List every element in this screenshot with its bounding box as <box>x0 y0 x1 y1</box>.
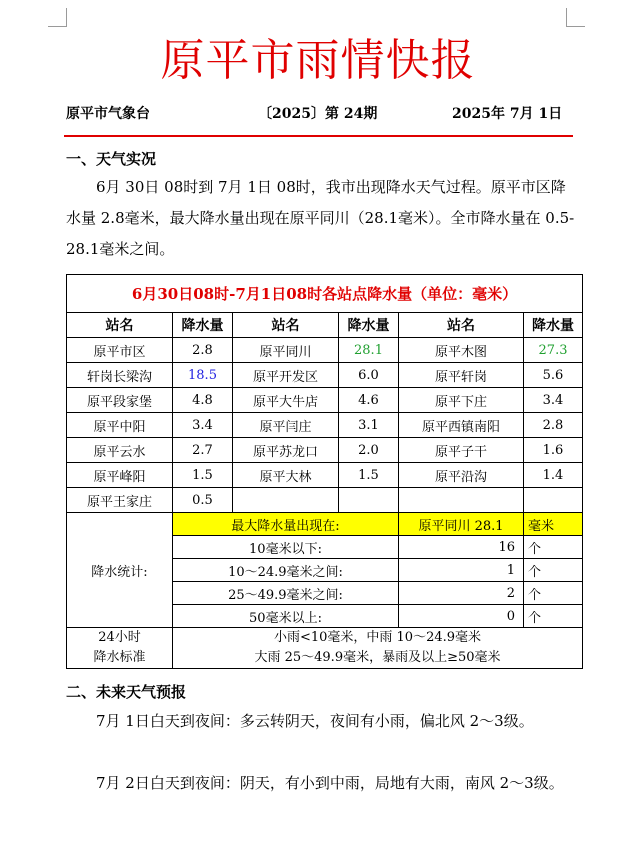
station-name: 原平峰阳 <box>67 463 173 488</box>
table-header-row <box>67 313 583 338</box>
stats-item-value: 原平同川 28.1 <box>399 513 524 536</box>
column-header: 站名 <box>67 313 173 338</box>
forecast-day2: 7月 2日白天到夜间：阴天，有小到中雨，局地有大雨，南风 2～3级。 <box>96 774 564 792</box>
station-name: 原平中阳 <box>67 413 173 438</box>
header-divider <box>64 135 573 137</box>
stats-item-label: 25～49.9毫米之间: <box>173 582 399 605</box>
rainfall-value: 1.6 <box>524 438 583 463</box>
section2-heading: 二、未来天气预报 <box>66 683 187 701</box>
station-name: 原平闫庄 <box>233 413 339 438</box>
table-row <box>67 388 583 413</box>
empty-cell <box>399 488 524 513</box>
stats-label: 降水统计: <box>67 513 173 628</box>
table-caption: 6月30日08时-7月1日08时各站点降水量（单位：毫米） <box>67 275 583 313</box>
column-header: 降水量 <box>524 313 583 338</box>
station-name: 原平大牛店 <box>233 388 339 413</box>
page-corner-mark-right <box>566 8 585 27</box>
stats-item-value: 1 <box>399 559 524 582</box>
standard-row <box>67 628 583 669</box>
stats-item-unit: 个 <box>524 536 583 559</box>
standard-text <box>173 628 583 669</box>
stats-item-label: 10～24.9毫米之间: <box>173 559 399 582</box>
station-name: 原平王家庄 <box>67 488 173 513</box>
page-corner-mark-left <box>48 8 67 27</box>
rainfall-value: 1.5 <box>173 463 233 488</box>
rainfall-value: 1.4 <box>524 463 583 488</box>
rainfall-value: 3.1 <box>339 413 399 438</box>
column-header: 站名 <box>399 313 524 338</box>
station-name: 原平子干 <box>399 438 524 463</box>
station-name: 原平同川 <box>233 338 339 363</box>
standard-label-line2: 降水标准 <box>93 650 146 665</box>
column-header: 站名 <box>233 313 339 338</box>
stats-item-label: 10毫米以下: <box>173 536 399 559</box>
table-row <box>67 363 583 388</box>
station-name: 原平苏龙口 <box>233 438 339 463</box>
rainfall-value: 18.5 <box>173 363 233 388</box>
rainfall-value: 4.8 <box>173 388 233 413</box>
column-header: 降水量 <box>173 313 233 338</box>
column-header: 降水量 <box>339 313 399 338</box>
table-row <box>67 488 583 513</box>
forecast-day1: 7月 1日白天到夜间：多云转阴天，夜间有小雨，偏北风 2～3级。 <box>96 712 534 730</box>
station-name: 轩岗长梁沟 <box>67 363 173 388</box>
station-name: 原平轩岗 <box>399 363 524 388</box>
table-row <box>67 338 583 363</box>
rainfall-value: 28.1 <box>339 338 399 363</box>
issue-number: 〔2025〕第 24期 <box>258 106 378 122</box>
stats-item-unit: 个 <box>524 605 583 628</box>
empty-cell <box>524 488 583 513</box>
table-row <box>67 463 583 488</box>
stats-item-unit: 个 <box>524 559 583 582</box>
empty-cell <box>339 488 399 513</box>
rainfall-value: 0.5 <box>173 488 233 513</box>
section1-heading: 一、天气实况 <box>66 150 157 168</box>
rainfall-value: 2.8 <box>524 413 583 438</box>
issue-date: 2025年 7月 1日 <box>452 106 563 122</box>
stats-row-max <box>67 513 583 536</box>
station-name: 原平沿沟 <box>399 463 524 488</box>
rainfall-value: 5.6 <box>524 363 583 388</box>
station-name: 原平云水 <box>67 438 173 463</box>
stats-item-value: 2 <box>399 582 524 605</box>
rainfall-value: 27.3 <box>524 338 583 363</box>
standard-line1: 小雨<10毫米，中雨 10～24.9毫米 <box>273 630 482 645</box>
table-row <box>67 438 583 463</box>
stats-item-unit: 毫米 <box>524 513 583 536</box>
report-title: 原平市雨情快报 <box>160 35 476 86</box>
stats-item-label: 最大降水量出现在: <box>173 513 399 536</box>
station-name: 原平木图 <box>399 338 524 363</box>
section1-paragraph: 6月 30日 08时到 7月 1日 08时，我市出现降水天气过程。原平市区降水量 2.8毫米，最大降水量出现在原平同川（28.1毫米）。全市降水量在 0.5-28.1毫米之间。 <box>66 178 575 258</box>
rainfall-value: 2.0 <box>339 438 399 463</box>
station-name: 原平大林 <box>233 463 339 488</box>
station-name: 原平市区 <box>67 338 173 363</box>
station-name: 原平西镇南阳 <box>399 413 524 438</box>
rainfall-value: 1.5 <box>339 463 399 488</box>
standard-line2: 大雨 25～49.9毫米，暴雨及以上≥50毫米 <box>254 650 501 665</box>
rainfall-value: 2.7 <box>173 438 233 463</box>
stats-item-unit: 个 <box>524 582 583 605</box>
issuer: 原平市气象台 <box>66 106 150 122</box>
rainfall-value: 2.8 <box>173 338 233 363</box>
rainfall-value: 4.6 <box>339 388 399 413</box>
stats-item-label: 50毫米以上: <box>173 605 399 628</box>
rainfall-table <box>66 274 583 669</box>
rainfall-value: 6.0 <box>339 363 399 388</box>
empty-cell <box>233 488 339 513</box>
station-name: 原平开发区 <box>233 363 339 388</box>
stats-item-value: 0 <box>399 605 524 628</box>
stats-item-value: 16 <box>399 536 524 559</box>
standard-label <box>67 628 173 669</box>
station-name: 原平段家堡 <box>67 388 173 413</box>
rainfall-value: 3.4 <box>524 388 583 413</box>
standard-label-line1: 24小时 <box>98 630 141 645</box>
station-name: 原平下庄 <box>399 388 524 413</box>
table-row <box>67 413 583 438</box>
rainfall-value: 3.4 <box>173 413 233 438</box>
